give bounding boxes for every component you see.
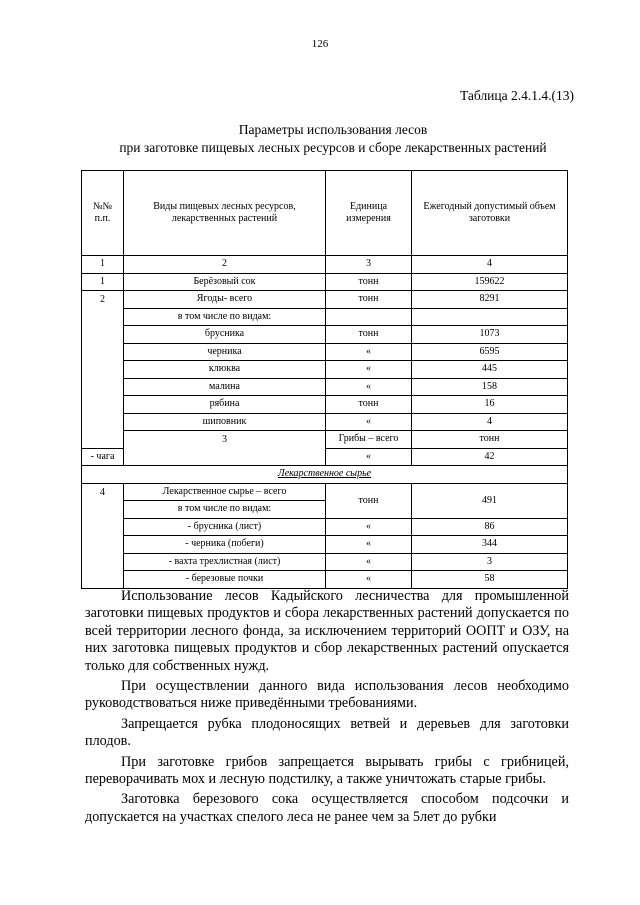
row-value: 16: [412, 396, 568, 414]
row-num: 2: [82, 291, 124, 449]
row-name: - черника (побеги): [124, 536, 326, 554]
col-number-3: 3: [326, 256, 412, 274]
row-unit: [326, 308, 412, 326]
page-number: 126: [311, 38, 329, 50]
row-unit: «: [326, 378, 412, 396]
row-name: в том числе по видам:: [124, 308, 326, 326]
section-title-row: [82, 466, 568, 484]
row-unit: «: [326, 448, 412, 466]
row-name: в том числе по видам:: [124, 501, 326, 519]
table-row: [82, 273, 568, 291]
row-unit: тонн: [412, 431, 568, 449]
row-value: 3: [412, 553, 568, 571]
table-row: [82, 571, 568, 589]
row-value: 1073: [412, 326, 568, 344]
row-name: шиповник: [124, 413, 326, 431]
table-row: [82, 553, 568, 571]
row-value: 86: [412, 518, 568, 536]
row-name: - брусника (лист): [124, 518, 326, 536]
col-number-4: 4: [412, 256, 568, 274]
paragraph: При осуществлении данного вида использования лесов необходимо руководствоваться ниже приведёнными требованиями.: [85, 678, 569, 712]
row-name: клюква: [124, 361, 326, 379]
paragraph: При заготовке грибов запрещается вырывать грибы с грибницей, переворачивать мох и лесную подстилку, а также уничтожать старые грибы.: [85, 753, 569, 788]
header-volume: Ежегодный допустимый объем заготовки: [412, 171, 568, 256]
row-num: 4: [82, 483, 124, 588]
table-body: [82, 256, 568, 589]
table-row: [82, 361, 568, 379]
table-row: [82, 396, 568, 414]
table-row: [82, 343, 568, 361]
row-unit: «: [326, 553, 412, 571]
row-value: 445: [412, 361, 568, 379]
row-unit: тонн: [326, 396, 412, 414]
table-label: Таблица 2.4.1.4.(13): [460, 88, 574, 103]
row-value: 158: [412, 378, 568, 396]
col-number-2: 2: [124, 256, 326, 274]
row-name: Лекарственное сырье – всего: [124, 483, 326, 501]
row-unit: «: [326, 518, 412, 536]
row-name: Берёзовый сок: [124, 273, 326, 291]
row-value: 42: [412, 448, 568, 466]
row-name: Грибы – всего: [326, 431, 412, 449]
row-unit: «: [326, 536, 412, 554]
header-unit: Единица измерения: [326, 171, 412, 256]
row-name: черника: [124, 343, 326, 361]
row-unit: тонн: [326, 273, 412, 291]
row-name: брусника: [124, 326, 326, 344]
row-value: 344: [412, 536, 568, 554]
row-unit: «: [326, 361, 412, 379]
row-unit: «: [326, 413, 412, 431]
paragraph: Запрещается рубка плодоносящих ветвей и деревьев для заготовки плодов.: [85, 715, 569, 750]
row-num: 3: [124, 431, 326, 466]
table-row: [82, 518, 568, 536]
table-row: [82, 378, 568, 396]
parameters-table: [81, 170, 568, 589]
row-name: - березовые почки: [124, 571, 326, 589]
body-text: [85, 588, 569, 829]
table-row: [82, 291, 568, 309]
row-unit: тонн: [326, 326, 412, 344]
table-row: [82, 483, 568, 501]
row-value: 58: [412, 571, 568, 589]
header-kind: Виды пищевых лесных ресурсов, лекарственных растений: [124, 171, 326, 256]
table-row: [82, 431, 568, 449]
table-row: [82, 308, 568, 326]
row-name: рябина: [124, 396, 326, 414]
row-name: Ягоды- всего: [124, 291, 326, 309]
row-name: - чага: [82, 448, 124, 466]
row-unit: «: [326, 571, 412, 589]
row-unit: «: [326, 343, 412, 361]
table-row: [82, 413, 568, 431]
table-title-line1: Параметры использования лесов: [238, 122, 428, 137]
section-title: Лекарственное сырье: [82, 466, 568, 484]
row-value: 8291: [412, 291, 568, 309]
row-name: - вахта трехлистная (лист): [124, 553, 326, 571]
col-number-1: 1: [82, 256, 124, 274]
column-number-row: [82, 256, 568, 274]
row-unit: тонн: [326, 483, 412, 518]
row-name: малина: [124, 378, 326, 396]
row-value: 491: [412, 483, 568, 518]
row-unit: тонн: [326, 291, 412, 309]
row-value: 159622: [412, 273, 568, 291]
row-value: 6595: [412, 343, 568, 361]
row-value: 4: [412, 413, 568, 431]
paragraph: Заготовка березового сока осуществляется способом подсочки и допускается на участках спелого леса не ранее чем за 5лет до рубки: [85, 791, 569, 825]
table-row: [82, 326, 568, 344]
table-title-line2: при заготовке пищевых лесных ресурсов и сборе лекарственных растений: [119, 140, 547, 155]
row-num: 1: [82, 273, 124, 291]
row-value: [412, 308, 568, 326]
table-title: [60, 121, 606, 157]
table-row: [82, 536, 568, 554]
table-header-row: [82, 171, 568, 256]
header-num: №№ п.п.: [82, 171, 124, 256]
paragraph: Использование лесов Кадыйского лесничества для промышленной заготовки пищевых продуктов и сбора лекарственных растений допускается по всей территории лесного фонда, за исключением территорий ООПТ и ОЗУ, на них заготовка пищевых продуктов и сбор лекарственных растений опускается только для собственных нужд.: [85, 588, 569, 674]
